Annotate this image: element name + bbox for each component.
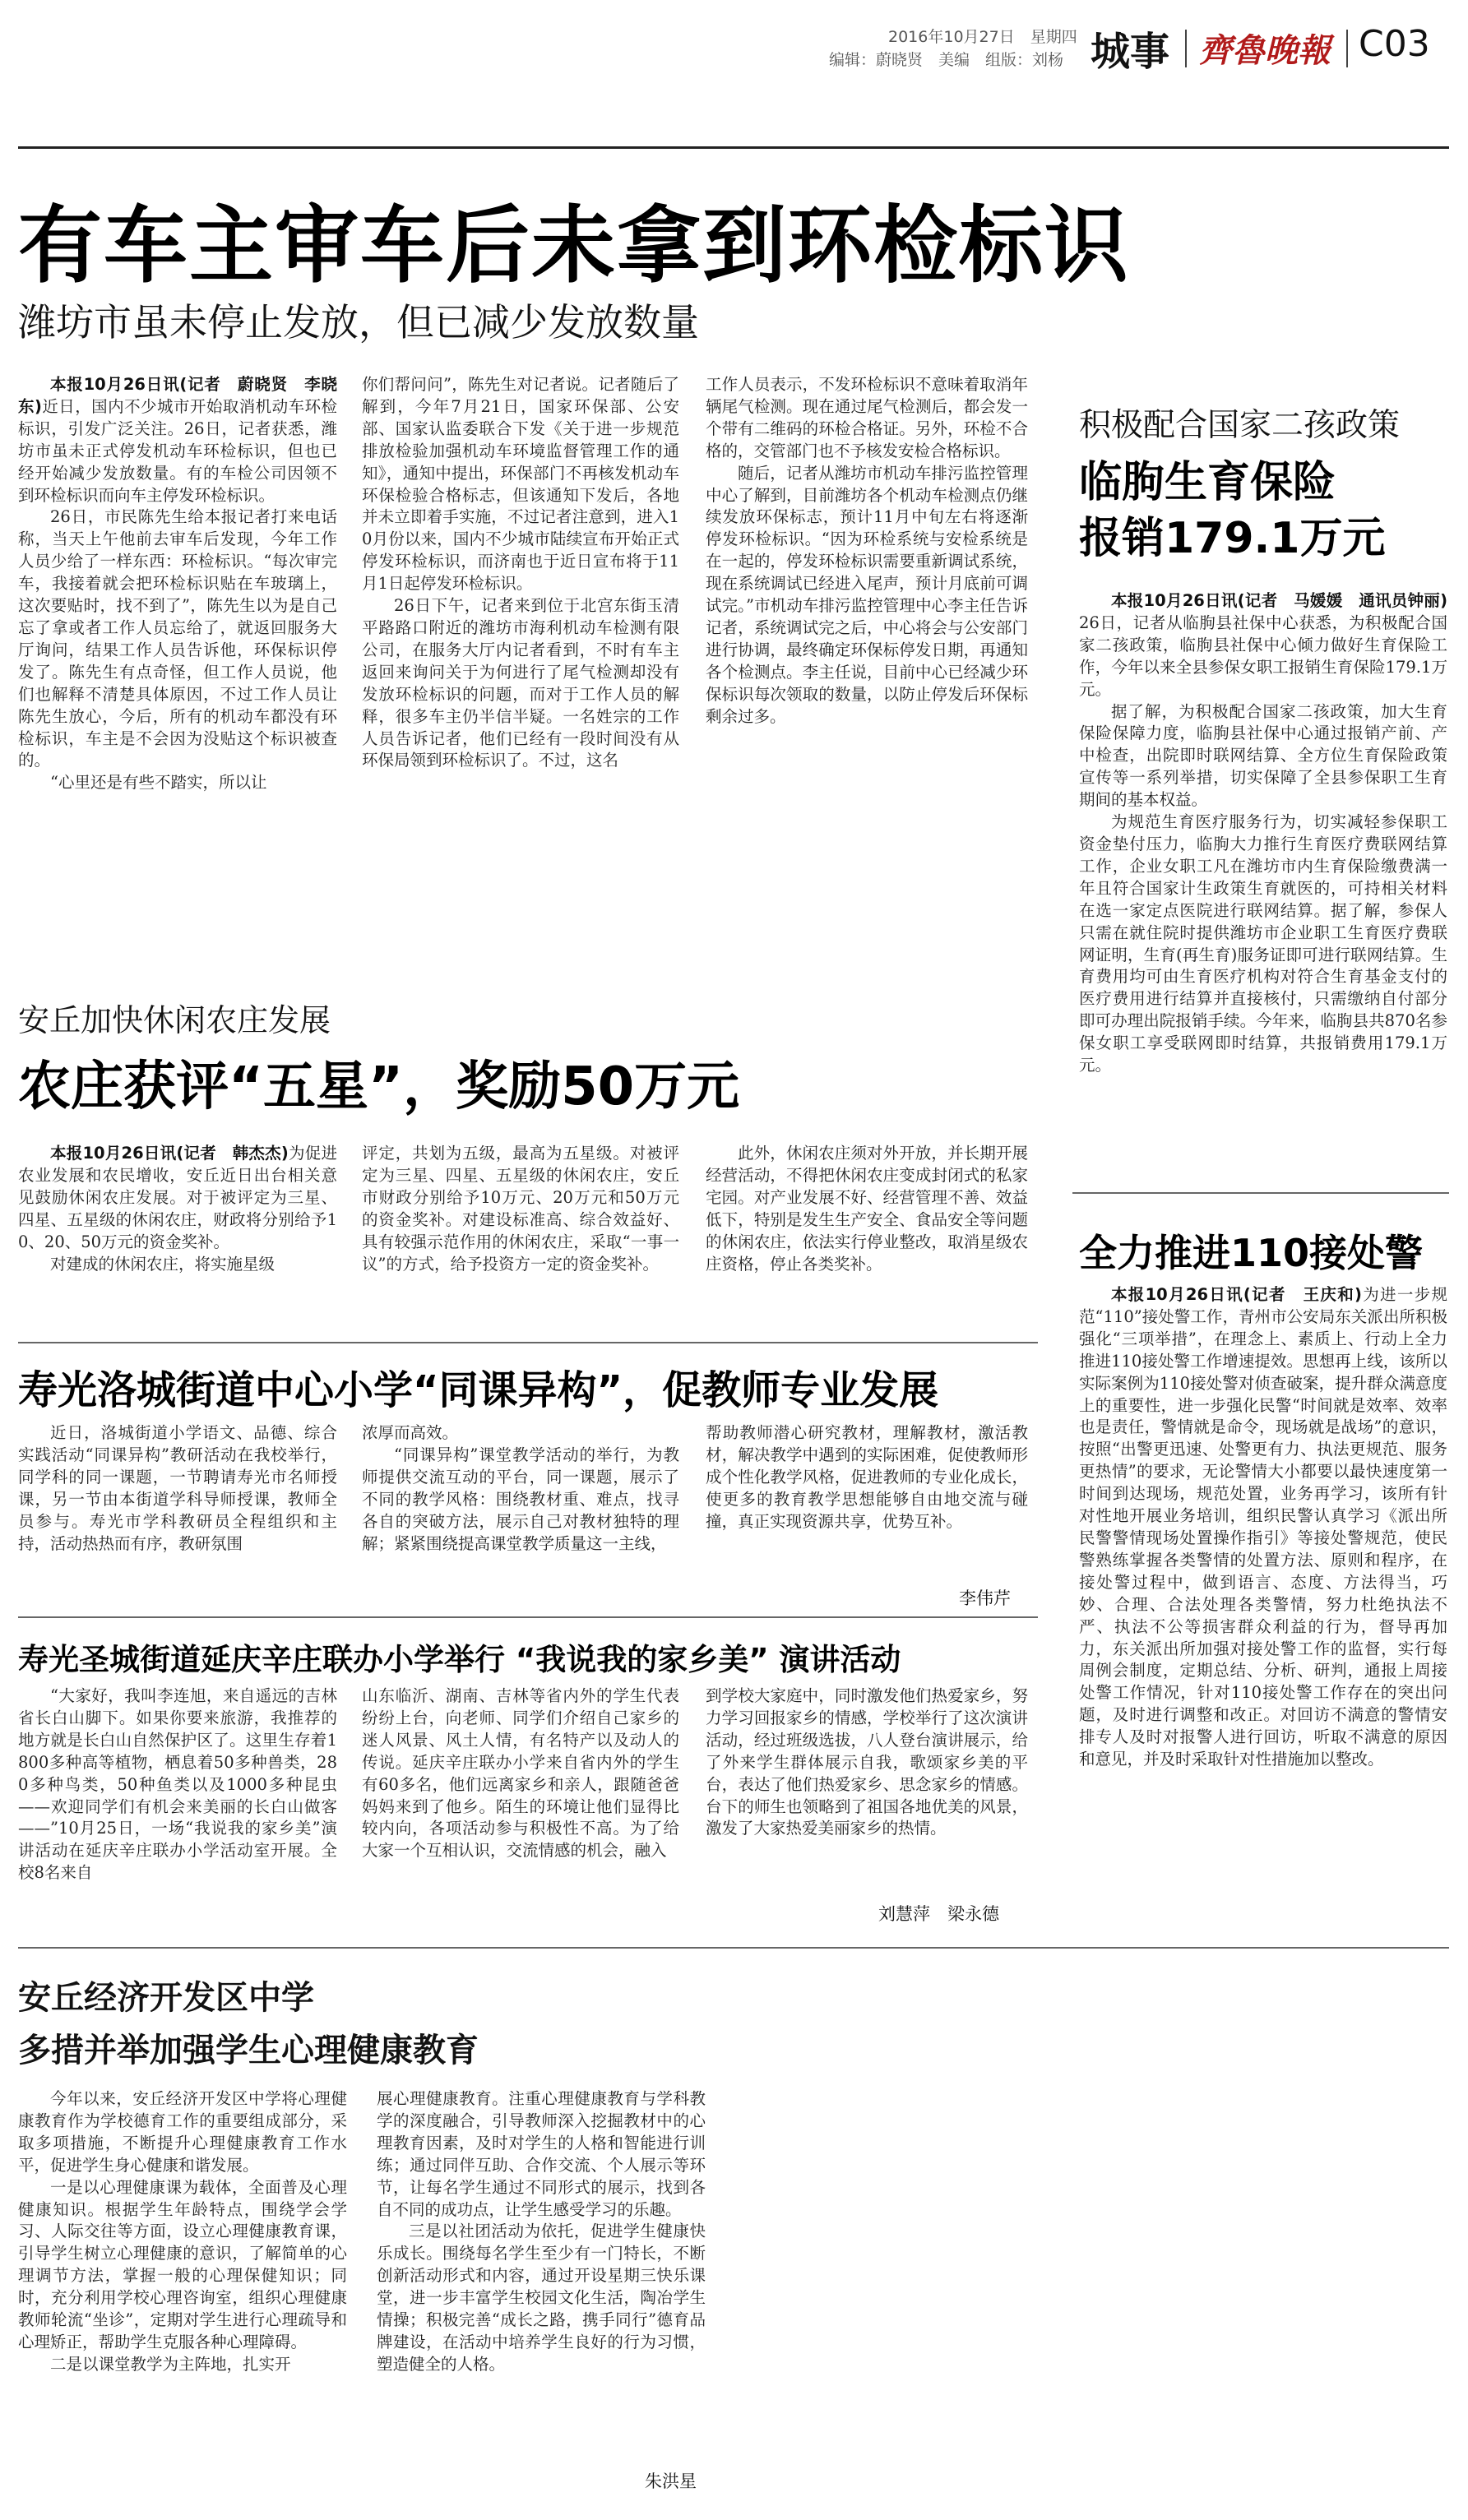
issue-date-line (888, 25, 1077, 47)
farm-column-3: 此外，休闲农庄须对外开放，并长期开展经营活动，不得把休闲农庄变成封闭式的私家宅园。对产业发展不好、经营管理不善、效益低下，特别是发生生产安全、食品安全等问题的休闲农庄，依法实行停业整改，取消星级农庄资格，停止各类奖补。 (706, 1144, 1028, 1274)
lead-column-2: 你们帮问问”，陈先生对记者说。记者随后了解到，今年7月21日，国家环保部、公安部、国家认监委联合下发《关于进一步规范排放检验加强机动车环境监督管理工作的通知》，通知中提出，环保部门不再核发机动车环保检验合格标志，但该通知下发后，各地并未立即着手实施，不过记者注意到，进入10月份以来，国内不少城市陆续宣布开始正式停发环检标识，而济南也于近日宣布将于11月1日起停发环检标识。 26日下午，记者来到位于北宫东街玉清平路路口附近的潍坊市海利机动车检测有限公司，在服务大厅内记者看到，不时有车主返回来询问关于为何进行了尾气检测却没有发放环检标识的问题，而对于工作人员的解释，很多车主仍半信半疑。一名姓宗的工作人员告诉记者，他们已经有一段时间没有从环保局领到环检标识了。不过，这名 (362, 375, 679, 770)
police-headline: 全力推进110接处警 (1079, 1231, 1424, 1275)
editor-credits: 编辑：蔚晓贤 美编 组版：刘杨 (829, 51, 1064, 69)
hometown-column-1: “大家好，我叫李连旭，来自遥远的吉林省长白山脚下。如果你要来旅游，我推荐的地方就是长白山自然保护区了。这里生存着1800多种高等植物，栖息着50多种兽类，280多种鸟类，50种鱼类以及1000多种昆虫——欢迎同学们有机会来美丽的长白山做客——”10月25日，一场“我说我的家乡美”演讲活动在延庆辛庄联办小学活动室开展。全校8名来自 (18, 1686, 337, 1883)
issue-date: 2016年10月27日 (888, 28, 1015, 46)
hometown-author: 刘慧萍 梁永德 (878, 1904, 999, 1924)
tongke-headline: 寿光洛城街道中心小学“同课异构”，促教师专业发展 (18, 1367, 939, 1413)
farm-column-2: 评定，共划为五级，最高为五星级。对被评定为三星、四星、五星级的休闲农庄，安丘市财政分别给予10万元、20万元和50万元的资金奖补。对建设标准高、综合效益好、具有较强示范作用的休闲农庄，采取“一事一议”的方式，给予投资方一定的资金奖补。 (362, 1144, 679, 1274)
lead-column-3: 工作人员表示，不发环检标识不意味着取消年辆尾气检测。现在通过尾气检测后，都会发一个带有二维码的环检合格证。另外，环检不合格的，交管部门也不予核发安检合格标识。 随后，记者从潍坊市机动车排污监控管理中心了解到，目前潍坊各个机动车检测点仍继续发放环保标志，预计11月中旬左右将逐渐停发环检标识。“因为环检系统与安检系统是在一起的，停发环检标识需要重新调试系统，现在系统调试已经进入尾声，预计月底前可调试完。”市机动车排污监控管理中心李主任告诉记者，系统调试完之后，中心将会与公安部门进行协调，最终确定环保标停发日期，再通知各个检测点。李主任说，目前中心已经减少环保标识每次领取的数量，以防止停发后环保标剩余过多。 (706, 375, 1028, 726)
erhai-body: 本报10月26日讯(记者 马媛媛 通讯员钟丽)26日，记者从临朐县社保中心获悉，为积极配合国家二孩政策，临朐县社保中心倾力做好生育保险工作，今年以来全县参保女职工报销生育保险179.1万元。 据了解，为积极配合国家二孩政策，加大生育保险保障力度，临朐县社保中心通过报销产前、产中检查，出院即时联网结算、全方位生育保险政策宣传等一系列举措，切实保障了全县参保职工生育期间的基本权益。 为规范生育医疗服务行为，切实减轻参保职工资金垫付压力，临朐大力推行生育医疗费联网结算工作，企业女职工凡在潍坊市内生育保险缴费满一年且符合国家计生政策生育就医的，可持相关材料在选一家定点医院进行联网结算。据了解，参保人只需在就住院时提供潍坊市企业职工生育医疗费联网证明，生育(再生育)服务证即可进行联网结算。生育费用均可由生育医疗机构对符合生育基金支付的医疗费用进行结算并直接核付，只需缴纳自付部分即可办理出院报销手续。今年来，临朐县共870名参保女职工享受联网即时结算，共报销费用179.1万元。 (1079, 591, 1447, 1075)
farm-headline: 农庄获评“五星”，奖励50万元 (18, 1057, 740, 1117)
psych-column-1: 今年以来，安丘经济开发区中学将心理健康教育作为学校德育工作的重要组成部分，采取多项措施，不断提升心理健康教育工作水平，促进学生身心健康和谐发展。 一是以心理健康课为载体，全面普及心理健康知识。根据学生年龄特点，围绕学会学习、人际交往等方面，设立心理健康教育课，引导学生树立心理健康的意识，了解简单的心理调节方法，掌握一般的心理保健知识；同时，充分利用学校心理咨询室，组织心理健康教师轮流“坐诊”，定期对学生进行心理疏导和心理矫正，帮助学生克服各种心理障碍。 二是以课堂教学为主阵地，扎实开 (18, 2089, 347, 2374)
farm-dateline: 本报10月26日讯(记者 韩杰杰) (50, 1144, 289, 1163)
erhai-title-2: 报销179.1万元 (1079, 514, 1386, 563)
lead-headline: 有车主审车后未拿到环检标识 (18, 197, 1130, 295)
right-column-rule-1 (1072, 1192, 1449, 1194)
erhai-title-1: 临朐生育保险 (1079, 458, 1336, 507)
hometown-bottom-rule (18, 1947, 1449, 1949)
lead-dateline: 本报10月26日讯(记者 蔚晓贤 李晓东) (18, 375, 337, 416)
lead-column-1: 本报10月26日讯(记者 蔚晓贤 李晓东)近日，国内不少城市开始取消机动车环检标识，引发广泛关注。26日，记者获悉，潍坊市虽未正式停发机动车环检标识，但也已经开始减少发放数量。有的车检公司因领不到环检标识而向车主停发环检标识。 26日，市民陈先生给本报记者打来电话称，当天上午他前去审车后发现，今年工作人员少给了一样东西：环检标识。“每次审完车，我接着就会把环检标识贴在车玻璃上，这次要贴时，找不到了”，陈先生以为是自己忘了拿或者工作人员忘给了，就返回服务大厅询问，结果工作人员告诉他，环保标识停发了。陈先生有点奇怪，但工作人员说，他们也解释不清楚具体原因，不过工作人员让陈先生放心，今后，所有的机动车都没有环检标识，车主是不会因为没贴这个标识被查的。 “心里还是有些不踏实，所以让 (18, 375, 337, 793)
tongke-bottom-rule (18, 1616, 1038, 1618)
tongke-column-3: 帮助教师潜心研究教材，理解教材，激活教材，解决教学中遇到的实际困难，促使教师形成个性化教学风格，促进教师的专业化成长，使更多的教育教学思想能够自由地交流与碰撞，真正实现资源共享，优势互补。 (706, 1423, 1028, 1531)
tongke-author: 李伟芹 (959, 1588, 1011, 1608)
psych-column-2: 展心理健康教育。注重心理健康教育与学科教学的深度融合，引导教师深入挖掘教材中的心理教育因素，及时对学生的人格和智能进行训练；通过同伴互助、合作交流、个人展示等环节，让每名学生通过不同形式的展示，找到各自不同的成功点，让学生感受学习的乐趣。 三是以社团活动为依托，促进学生健康快乐成长。围绕每名学生至少有一门特长，不断创新活动形式和内容，通过开设星期三快乐课堂，进一步丰富学生校园文化生活，陶冶学生情操；积极完善“成长之路，携手同行”德育品牌建设，在活动中培养学生良好的行为习惯，塑造健全的人格。 (377, 2089, 706, 2374)
hometown-column-2: 山东临沂、湖南、吉林等省内外的学生代表纷纷上台，向老师、同学们介绍自己家乡的迷人风景、风土人情，有名特产以及动人的传说。延庆辛庄联办小学来自省内外的学生有60多名，他们远离家乡和亲人，跟随爸爸妈妈来到了他乡。陌生的环境让他们显得比较内向，各项活动参与积极性不高。为了给大家一个互相认识，交流情感的机会，融入 (362, 1686, 679, 1861)
tongke-column-1: 近日，洛城街道小学语文、品德、综合实践活动“同课异构”教研活动在我校举行，同学科的同一课题，一节聘请寿光市名师授课，另一节由本街道学科导师授课，教师全员参与。寿光市学科教研员全程组织和主持，活动热热而有序，教研氛围 (18, 1423, 337, 1553)
hometown-headline: 寿光圣城街道延庆辛庄联办小学举行 “我说我的家乡美” 演讲活动 (18, 1642, 901, 1677)
paper-logo: 齊魯晚報 (1199, 31, 1331, 70)
hometown-column-3: 到学校大家庭中，同时激发他们热爱家乡，努力学习回报家乡的情感，学校举行了这次演讲活动，经过班级选拔，八人登台演讲展示，给了外来学生群体展示自我，歌颂家乡美的平台，表达了他们热爱家乡、思念家乡的情感。台下的师生也领略到了祖国各地优美的风景，激发了大家热爱美丽家乡的热情。 (706, 1686, 1028, 1838)
erhai-dateline: 本报10月26日讯(记者 马媛媛 通讯员钟丽) (1111, 591, 1447, 610)
farm-kicker: 安丘加快休闲农庄发展 (18, 1002, 331, 1038)
farm-column-1: 本报10月26日讯(记者 韩杰杰)为促进农业发展和农民增收，安丘近日出台相关意见鼓励休闲农庄发展。对于被评定为三星、四星、五星级的休闲农庄，财政将分别给予10、20、50万元的资金奖补。 对建成的休闲农庄，将实施星级 (18, 1144, 337, 1274)
psych-kicker: 安丘经济开发区中学 (18, 1979, 314, 2017)
section-name: 城事 (1091, 29, 1170, 75)
masthead (0, 0, 1468, 140)
page-number: C03 (1359, 23, 1430, 65)
police-body: 本报10月26日讯(记者 王庆和)为进一步规范“110”接处警工作，青州市公安局东关派出所积极强化“三项举措”，在理念上、素质上、行动上全力推进110接处警工作增速提效。思想再上线，该所以实际案例为110接处警对侦查破案，提升群众满意度上的重要性，进一步强化民警“时间就是效率、效率也是责任，警情就是命令，现场就是战场”的意识，按照“出警更迅速、处警更有力、执法更规范、服务更热情”的要求，无论警情大小都要以最快速度第一时间到达现场，规范处置，业务再学习，该所有针对性地开展业务培训，组织民警认真学习《派出所民警警情现场处置操作指引》等接处警规范，使民警熟练掌握各类警情的处置方法、原则和程序，在接处警过程中，做到语言、态度、方法得当，巧妙、合理、合法处理各类警情，努力杜绝执法不严、执法不公等损害群众利益的行为，督导再加力，东关派出所加强对接处警工作的监督，实行每周例会制度，定期总结、分析、研判，通报上周接处警工作情况，针对110接处警工作存在的突出问题，及时进行调整和改正。对回访不满意的警情安排专人及时对报警人进行回访，听取不满意的原因和意见，并及时采取针对性措施加以整改。 (1079, 1285, 1447, 1769)
masthead-divider (1185, 30, 1187, 67)
farm-bottom-rule (18, 1342, 1038, 1343)
issue-weekday: 星期四 (1030, 28, 1077, 46)
police-dateline: 本报10月26日讯(记者 王庆和) (1111, 1285, 1362, 1304)
masthead-rule (18, 146, 1449, 149)
erhai-kicker: 积极配合国家二孩政策 (1079, 407, 1401, 444)
masthead-divider-2 (1346, 30, 1348, 67)
psych-author: 朱洪星 (645, 2471, 697, 2491)
psych-headline: 多措并举加强学生心理健康教育 (18, 2032, 479, 2069)
lead-subtitle: 潍坊市虽未停止发放，但已减少发放数量 (18, 300, 699, 344)
tongke-column-2: 浓厚而高效。 “同课异构”课堂教学活动的举行，为教师提供交流互动的平台，同一课题，展示了不同的教学风格：围绕教材重、难点，找寻各自的突破方法，展示自己对教材独特的理解；紧紧围绕提高课堂教学质量这一主线， (362, 1423, 679, 1553)
